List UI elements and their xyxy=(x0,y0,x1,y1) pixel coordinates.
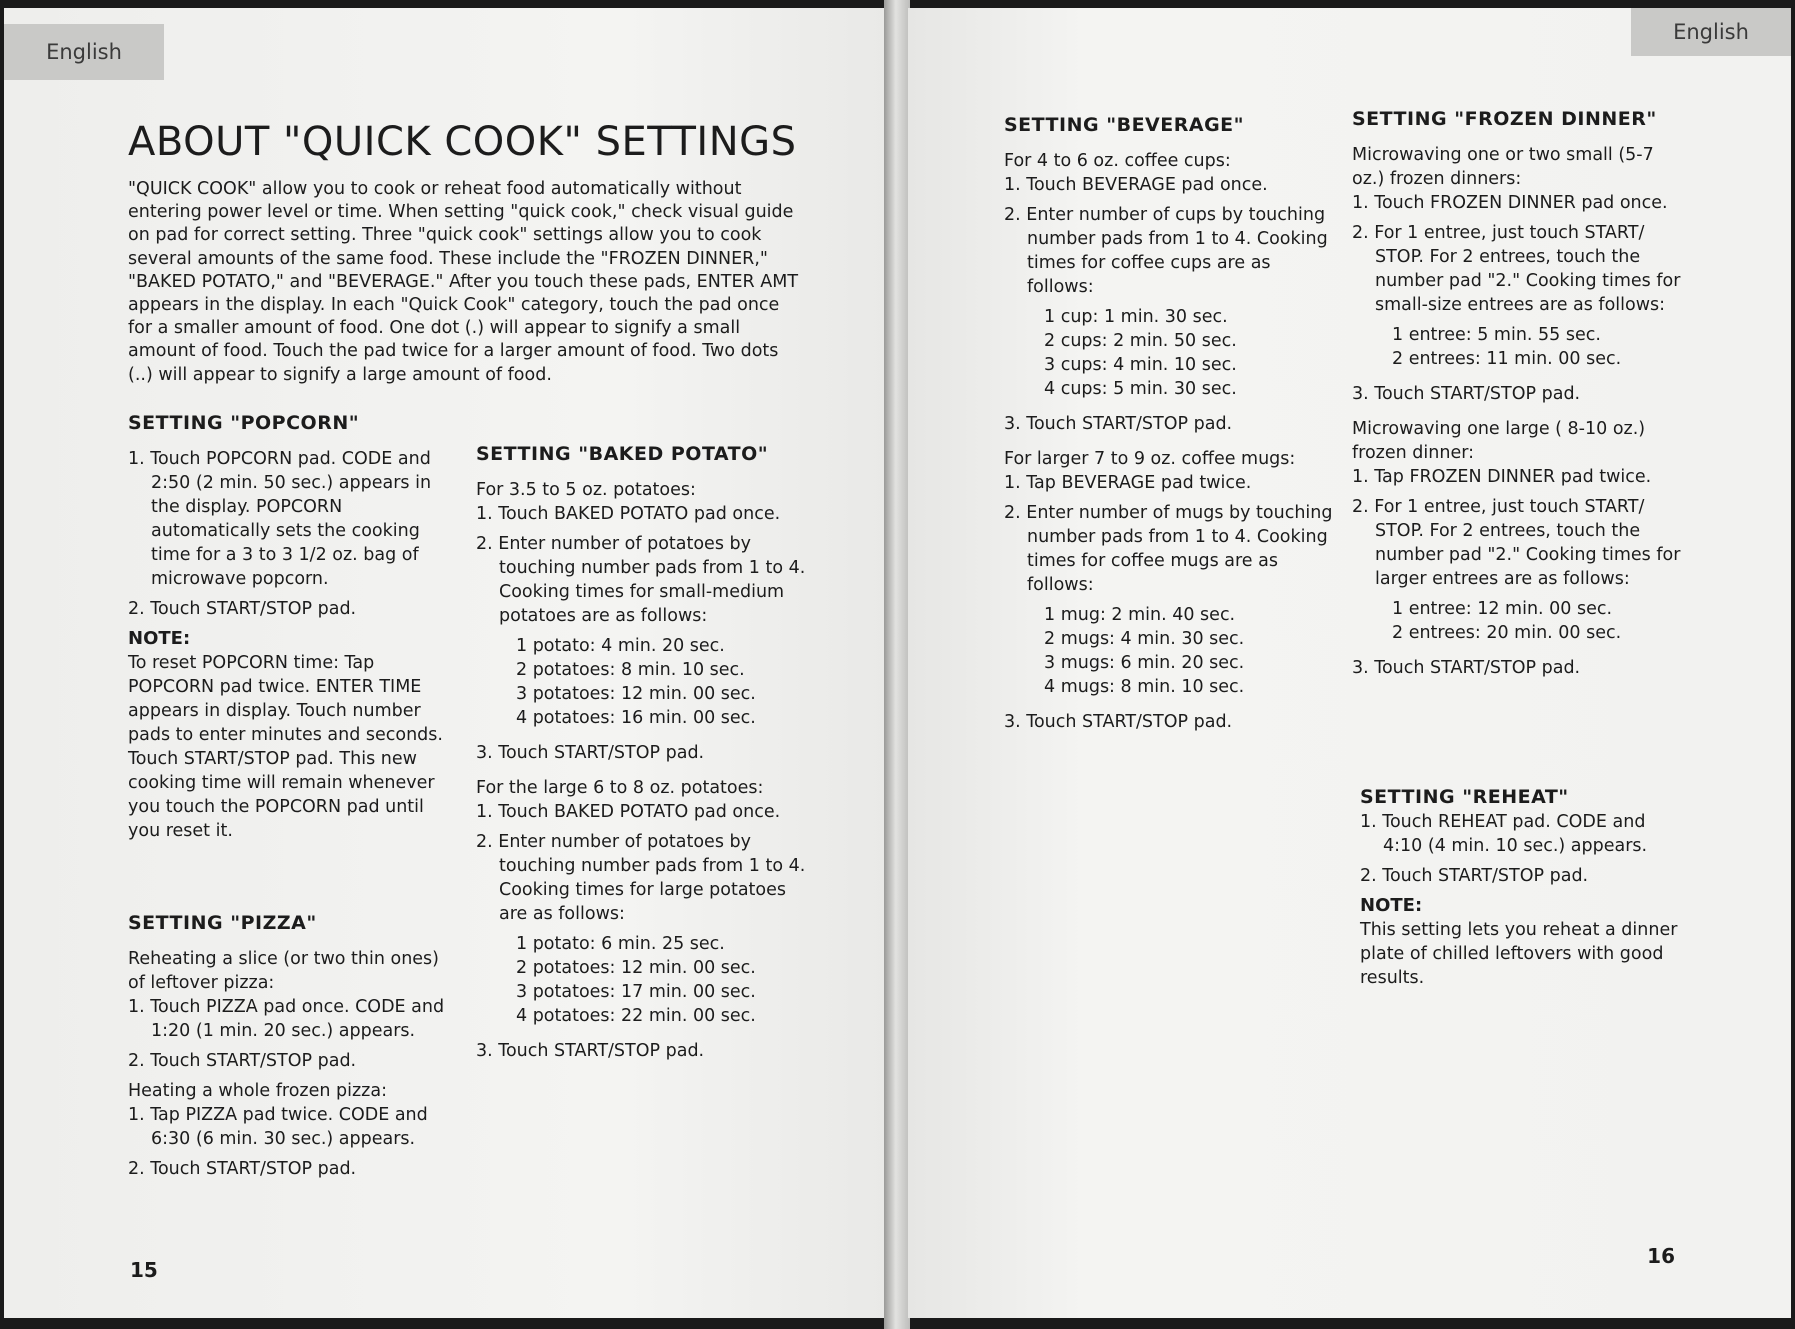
frozen-small-step-3: 3. Touch START/STOP pad. xyxy=(1352,384,1581,404)
beverage-mugs-lead: For larger 7 to 9 oz. coffee mugs: xyxy=(1004,449,1296,469)
section-heading-beverage: SETTING "BEVERAGE" xyxy=(1004,114,1245,136)
time-row: 3 potatoes: 12 min. 00 sec. xyxy=(516,684,756,704)
potato-large-lead: For the large 6 to 8 oz. potatoes: xyxy=(476,778,764,798)
potato-large-step-2: 2. Enter number of potatoes by touching number pads from 1 to 4. Cooking times for large potatoes are as follows: xyxy=(476,832,806,924)
page-title: ABOUT "QUICK COOK" SETTINGS xyxy=(128,119,797,165)
pizza-slice-step-2: 2. Touch START/STOP pad. xyxy=(128,1051,357,1071)
beverage-cups-times xyxy=(1004,305,1334,401)
frozen-small-times xyxy=(1352,323,1687,371)
section-heading-baked-potato: SETTING "BAKED POTATO" xyxy=(476,443,769,465)
time-row: 2 entrees: 20 min. 00 sec. xyxy=(1392,623,1622,643)
time-row: 1 potato: 4 min. 20 sec. xyxy=(516,636,725,656)
time-row: 4 mugs: 8 min. 10 sec. xyxy=(1044,677,1245,697)
time-row: 1 potato: 6 min. 25 sec. xyxy=(516,934,725,954)
frozen-small-lead: Microwaving one or two small (5-7 oz.) frozen dinners: xyxy=(1352,145,1654,189)
frozen-large-times xyxy=(1352,597,1687,645)
beverage-cups-step-1: 1. Touch BEVERAGE pad once. xyxy=(1004,175,1268,195)
potato-small-step-1: 1. Touch BAKED POTATO pad once. xyxy=(476,504,781,524)
time-row: 4 potatoes: 22 min. 00 sec. xyxy=(516,1006,756,1026)
potato-large-times xyxy=(476,932,806,1028)
potato-large-step-1: 1. Touch BAKED POTATO pad once. xyxy=(476,802,781,822)
potato-small-lead: For 3.5 to 5 oz. potatoes: xyxy=(476,480,696,500)
pizza-whole-step-2: 2. Touch START/STOP pad. xyxy=(128,1159,357,1179)
reheat-note-text: This setting lets you reheat a dinner plate of chilled leftovers with good results. xyxy=(1360,920,1678,988)
popcorn-section xyxy=(128,410,458,843)
popcorn-step-1: 1. Touch POPCORN pad. CODE and 2:50 (2 min. 50 sec.) appears in the display. POPCORN automatically sets the cooking time for a 3 to 3 1/2 oz. bag of microwave popcorn. xyxy=(128,449,432,589)
right-page xyxy=(908,8,1791,1318)
frozen-large-step-1: 1. Tap FROZEN DINNER pad twice. xyxy=(1352,467,1652,487)
pizza-slice-step-1: 1. Touch PIZZA pad once. CODE and 1:20 (1 min. 20 sec.) appears. xyxy=(128,997,445,1041)
time-row: 3 cups: 4 min. 10 sec. xyxy=(1044,355,1237,375)
language-tab: English xyxy=(4,24,164,80)
time-row: 1 entree: 12 min. 00 sec. xyxy=(1392,599,1613,619)
beverage-section xyxy=(1004,112,1334,734)
beverage-cups-step-2: 2. Enter number of cups by touching number pads from 1 to 4. Cooking times for coffee cups are as follows: xyxy=(1004,205,1328,297)
left-page xyxy=(4,8,886,1318)
reheat-step-2: 2. Touch START/STOP pad. xyxy=(1360,866,1589,886)
pizza-whole-lead: Heating a whole frozen pizza: xyxy=(128,1081,387,1101)
potato-small-step-3: 3. Touch START/STOP pad. xyxy=(476,743,705,763)
frozen-small-step-2: 2. For 1 entree, just touch START/ STOP. For 2 entrees, touch the number pad "2." Cooking times for small-size entrees are as follows: xyxy=(1352,223,1681,315)
section-heading-frozen-dinner: SETTING "FROZEN DINNER" xyxy=(1352,108,1657,130)
page-number: 15 xyxy=(130,1258,158,1282)
popcorn-step-2: 2. Touch START/STOP pad. xyxy=(128,599,357,619)
time-row: 1 mug: 2 min. 40 sec. xyxy=(1044,605,1236,625)
pizza-slice-lead: Reheating a slice (or two thin ones) of leftover pizza: xyxy=(128,949,440,993)
page-number: 16 xyxy=(1647,1244,1675,1268)
time-row: 4 potatoes: 16 min. 00 sec. xyxy=(516,708,756,728)
beverage-mugs-step-1: 1. Tap BEVERAGE pad twice. xyxy=(1004,473,1252,493)
section-heading-reheat: SETTING "REHEAT" xyxy=(1360,786,1569,808)
beverage-mugs-times xyxy=(1004,603,1334,699)
time-row: 2 potatoes: 8 min. 10 sec. xyxy=(516,660,745,680)
time-row: 2 potatoes: 12 min. 00 sec. xyxy=(516,958,756,978)
reheat-section xyxy=(1360,784,1690,990)
frozen-large-lead: Microwaving one large ( 8-10 oz.) frozen dinner: xyxy=(1352,419,1646,463)
potato-small-times xyxy=(476,634,806,730)
frozen-large-step-3: 3. Touch START/STOP pad. xyxy=(1352,658,1581,678)
time-row: 1 cup: 1 min. 30 sec. xyxy=(1044,307,1228,327)
time-row: 2 mugs: 4 min. 30 sec. xyxy=(1044,629,1245,649)
time-row: 2 entrees: 11 min. 00 sec. xyxy=(1392,349,1622,369)
frozen-large-step-2: 2. For 1 entree, just touch START/ STOP. For 2 entrees, touch the number pad "2." Cooking times for larger entrees are as follows: xyxy=(1352,497,1681,589)
potato-small-step-2: 2. Enter number of potatoes by touching number pads from 1 to 4. Cooking times for small-medium potatoes are as follows: xyxy=(476,534,806,626)
frozen-dinner-section xyxy=(1352,106,1687,680)
intro-paragraph: "QUICK COOK" allow you to cook or reheat food automatically without entering power level or time. When setting "quick cook," check visual guide on pad for correct setting. Three "quick cook" settings allow you to cook several amounts of the same food. These include the "FROZEN DINNER," "BAKED POTATO," and "BEVERAGE." After you touch these pads, ENTER AMT appears in the display. In each "Quick Cook" category, touch the pad once for a smaller amount of food. One dot (.) will appear to signify a small amount of food. Touch the pad twice for a larger amount of food. Two dots (..) will appear to signify a large amount of food. xyxy=(128,179,799,385)
time-row: 1 entree: 5 min. 55 sec. xyxy=(1392,325,1601,345)
popcorn-note-text: To reset POPCORN time: Tap POPCORN pad twice. ENTER TIME appears in display. Touch number pads to enter minutes and seconds. Touch START/STOP pad. This new cooking time will remain whenever you touch the POPCORN pad until you reset it. xyxy=(128,653,443,841)
beverage-cups-lead: For 4 to 6 oz. coffee cups: xyxy=(1004,151,1231,171)
section-heading-popcorn: SETTING "POPCORN" xyxy=(128,412,360,434)
note-title: NOTE: xyxy=(128,628,191,649)
beverage-mugs-step-2: 2. Enter number of mugs by touching number pads from 1 to 4. Cooking times for coffee mugs are as follows: xyxy=(1004,503,1333,595)
beverage-cups-step-3: 3. Touch START/STOP pad. xyxy=(1004,414,1233,434)
section-heading-pizza: SETTING "PIZZA" xyxy=(128,912,317,934)
frozen-small-step-1: 1. Touch FROZEN DINNER pad once. xyxy=(1352,193,1668,213)
potato-large-step-3: 3. Touch START/STOP pad. xyxy=(476,1041,705,1061)
reheat-step-1: 1. Touch REHEAT pad. CODE and 4:10 (4 min. 10 sec.) appears. xyxy=(1360,812,1648,856)
baked-potato-section xyxy=(476,441,806,1063)
pizza-whole-step-1: 1. Tap PIZZA pad twice. CODE and 6:30 (6 min. 30 sec.) appears. xyxy=(128,1105,428,1149)
time-row: 2 cups: 2 min. 50 sec. xyxy=(1044,331,1237,351)
time-row: 3 mugs: 6 min. 20 sec. xyxy=(1044,653,1245,673)
pizza-section xyxy=(128,910,458,1181)
note-title: NOTE: xyxy=(1360,895,1423,916)
time-row: 3 potatoes: 17 min. 00 sec. xyxy=(516,982,756,1002)
time-row: 4 cups: 5 min. 30 sec. xyxy=(1044,379,1237,399)
beverage-mugs-step-3: 3. Touch START/STOP pad. xyxy=(1004,712,1233,732)
book-spine xyxy=(884,0,910,1329)
language-tab: English xyxy=(1631,8,1791,56)
